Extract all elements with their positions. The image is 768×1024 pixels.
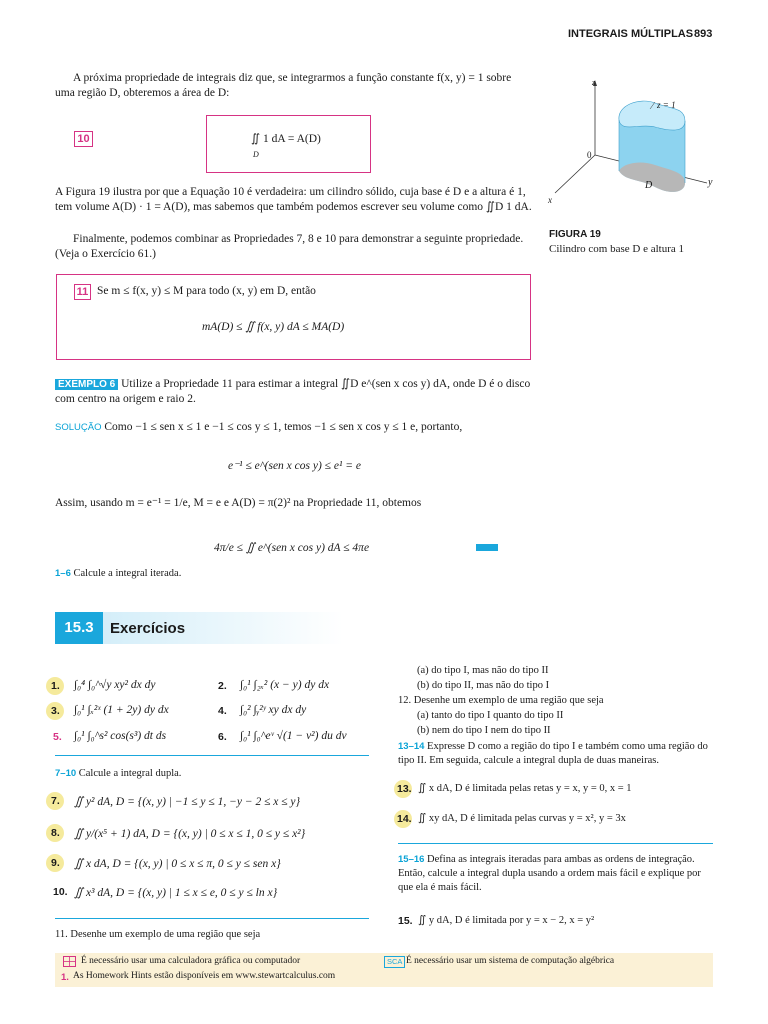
exercise-expression: ∬ y² dA, D = {(x, y) | −1 ≤ y ≤ 1, −y − 2 ≤ x ≤ y} bbox=[74, 796, 301, 808]
exercise-12-a: (a) tanto do tipo I quanto do tipo II bbox=[417, 710, 564, 721]
exercise-number: 2. bbox=[218, 680, 227, 692]
calculator-note: É necessário usar uma calculadora gráfica ou computador bbox=[81, 956, 301, 966]
exercise-number: 15. bbox=[398, 915, 413, 927]
property-11-box bbox=[56, 274, 531, 360]
figure-label: FIGURA 19 bbox=[549, 229, 601, 240]
exercise-14: ∬ xy dA, D é limitada pelas curvas y = x², y = 3x bbox=[418, 813, 626, 824]
divider bbox=[398, 843, 713, 844]
end-of-example-marker bbox=[476, 544, 498, 551]
figure-y-label: y bbox=[708, 177, 713, 188]
figure-x-label: x bbox=[548, 195, 552, 205]
running-header: INTEGRAIS MÚLTIPLAS bbox=[568, 28, 694, 40]
exercise-group-instruction: Calcule a integral dupla. bbox=[78, 768, 182, 779]
exercise-group-instruction: Expresse D como a região do tipo I e também como uma região do tipo II. Em seguida, calcule a integral dupla de duas maneiras. bbox=[398, 741, 708, 766]
exercise-expression: ∫₀¹ ∫₀^eᵛ √(1 − v²) du dv bbox=[240, 730, 347, 742]
exercise-group-instruction: Calcule a integral iterada. bbox=[73, 568, 182, 579]
exercise-group-label: 15–16 bbox=[398, 854, 425, 865]
hints-number: 1. bbox=[61, 972, 69, 983]
exercise-group-label: 1–6 bbox=[55, 568, 71, 579]
exercise-number: 13. bbox=[397, 783, 412, 795]
section-number-box bbox=[55, 612, 103, 644]
figure-top-label: z = 1 bbox=[657, 100, 676, 110]
exercise-number: 14. bbox=[397, 813, 412, 825]
section-title: Exercícios bbox=[110, 620, 186, 637]
exercise-12: 12. Desenhe um exemplo de uma região que seja bbox=[398, 695, 604, 706]
exercise-number: 5. bbox=[53, 731, 62, 743]
exercise-13: ∬ x dA, D é limitada pelas retas y = x, y = 0, x = 1 bbox=[418, 783, 632, 794]
exercise-number: 7. bbox=[51, 795, 60, 807]
exercise-expression: ∫₀⁴ ∫₀^√y xy² dx dy bbox=[74, 679, 156, 691]
equation-10: ∬ 1 dA = A(D) bbox=[251, 133, 321, 145]
equation-number-10: 10 bbox=[74, 131, 93, 147]
equation-10-subscript: D bbox=[253, 150, 259, 159]
graphing-calculator-icon bbox=[63, 956, 76, 967]
intro-paragraph: A próxima propriedade de integrais diz que, se integrarmos a função constante f(x, y) = 1 sobre uma região D, obteremos a área de D: bbox=[55, 72, 512, 99]
divider bbox=[55, 755, 369, 756]
exercise-15: ∬ y dA, D é limitada por y = x − 2, x = y² bbox=[418, 915, 595, 926]
exercise-expression: ∫₀¹ ∫₀^s² cos(s³) dt ds bbox=[74, 730, 167, 742]
exercise-number: 1. bbox=[51, 680, 60, 692]
divider bbox=[55, 918, 369, 919]
exercise-expression: ∫₀¹ ∫₂ₓ² (x − y) dy dx bbox=[240, 679, 330, 691]
exercise-expression: ∫₀¹ ∫ₓ²ˣ (1 + 2y) dy dx bbox=[74, 704, 169, 716]
solution bbox=[55, 420, 533, 435]
sca-icon: SCA bbox=[384, 956, 405, 968]
exercise-11: 11. Desenhe um exemplo de uma região que seja bbox=[55, 929, 261, 940]
figure-z-label: z bbox=[592, 78, 596, 87]
example-text: Utilize a Propriedade 11 para estimar a integral ∬D e^(sen x cos y) dA, onde D é o disco com centro na origem e raio 2. bbox=[55, 378, 531, 405]
property-number-11: 11 bbox=[74, 284, 91, 300]
exercise-number: 6. bbox=[218, 731, 227, 743]
solution-equation-2: 4π/e ≤ ∬ e^(sen x cos y) dA ≤ 4πe bbox=[214, 542, 370, 554]
exercise-number: 10. bbox=[53, 886, 68, 898]
property-11-text: Se m ≤ f(x, y) ≤ M para todo (x, y) em D, então bbox=[97, 285, 316, 297]
property-11-equation: mA(D) ≤ ∬ f(x, y) dA ≤ MA(D) bbox=[202, 321, 345, 333]
exercise-expression: ∬ x³ dA, D = {(x, y) | 1 ≤ x ≤ e, 0 ≤ y ≤ ln x} bbox=[74, 887, 278, 899]
exercise-expression: ∫₀² ∫ᵧ²ʸ xy dx dy bbox=[240, 704, 307, 716]
figure-19-cylinder bbox=[545, 75, 725, 215]
exercise-11-b: (b) do tipo II, mas não do tipo I bbox=[417, 680, 550, 691]
hints-note: As Homework Hints estão disponíveis em www.stewartcalculus.com bbox=[73, 971, 336, 981]
figure-origin-label: 0 bbox=[587, 150, 592, 160]
example-badge: EXEMPLO 6 bbox=[55, 379, 118, 390]
solution-label: SOLUÇÃO bbox=[55, 422, 102, 433]
exercise-group-1-2 bbox=[55, 567, 181, 581]
example-6 bbox=[55, 377, 533, 407]
figure-base-label: D bbox=[645, 180, 653, 191]
exercise-group-instruction: Defina as integrais iteradas para ambas as ordens de integração. Então, calcule a integral dupla usando a ordem mais fácil e explique por que ela é mais fácil. bbox=[398, 854, 701, 893]
sca-note: É necessário usar um sistema de computação algébrica bbox=[406, 956, 615, 966]
exercise-group-3 bbox=[398, 740, 718, 768]
exercise-number: 9. bbox=[51, 857, 60, 869]
exercise-group-label: 7–10 bbox=[55, 768, 77, 779]
exercise-number: 3. bbox=[51, 705, 60, 717]
solution-continuation: Assim, usando m = e⁻¹ = 1/e, M = e e A(D) = π(2)² na Propriedade 11, obtemos bbox=[55, 497, 422, 509]
exercise-group-2 bbox=[55, 767, 181, 781]
figure-explanation: A Figura 19 ilustra por que a Equação 10 é verdadeira: um cilindro sólido, cuja base é D e a altura é 1, tem volume A(D) · 1 = A(D), mas sabemos que também podemos escrever seu volume como ∬D 1 dA. bbox=[55, 186, 532, 213]
exercise-12-b: (b) nem do tipo I nem do tipo II bbox=[417, 725, 551, 736]
exercise-number: 8. bbox=[51, 827, 60, 839]
solution-equation-1: e⁻¹ ≤ e^(sen x cos y) ≤ e¹ = e bbox=[228, 460, 362, 472]
property-intro: Finalmente, podemos combinar as Propriedades 7, 8 e 10 para demonstrar a seguinte propriedade. (Veja o Exercício 61.) bbox=[55, 233, 524, 260]
exercise-number: 4. bbox=[218, 705, 227, 717]
exercise-expression: ∬ x dA, D = {(x, y) | 0 ≤ x ≤ π, 0 ≤ y ≤ sen x} bbox=[74, 858, 281, 870]
section-number: 15.3 bbox=[64, 619, 94, 636]
solution-text: Como −1 ≤ sen x ≤ 1 e −1 ≤ cos y ≤ 1, temos −1 ≤ sen x cos y ≤ 1 e, portanto, bbox=[104, 421, 463, 433]
exercise-group-4 bbox=[398, 853, 718, 895]
exercise-group-label: 13–14 bbox=[398, 741, 425, 752]
footer-legend bbox=[55, 953, 713, 987]
exercise-expression: ∬ y/(x⁵ + 1) dA, D = {(x, y) | 0 ≤ x ≤ 1, 0 ≤ y ≤ x²} bbox=[74, 828, 306, 840]
equation-10-box bbox=[206, 115, 371, 173]
exercise-11-a: (a) do tipo I, mas não do tipo II bbox=[417, 665, 549, 676]
figure-caption: Cilindro com base D e altura 1 bbox=[549, 243, 685, 255]
page-number: 893 bbox=[694, 28, 713, 40]
